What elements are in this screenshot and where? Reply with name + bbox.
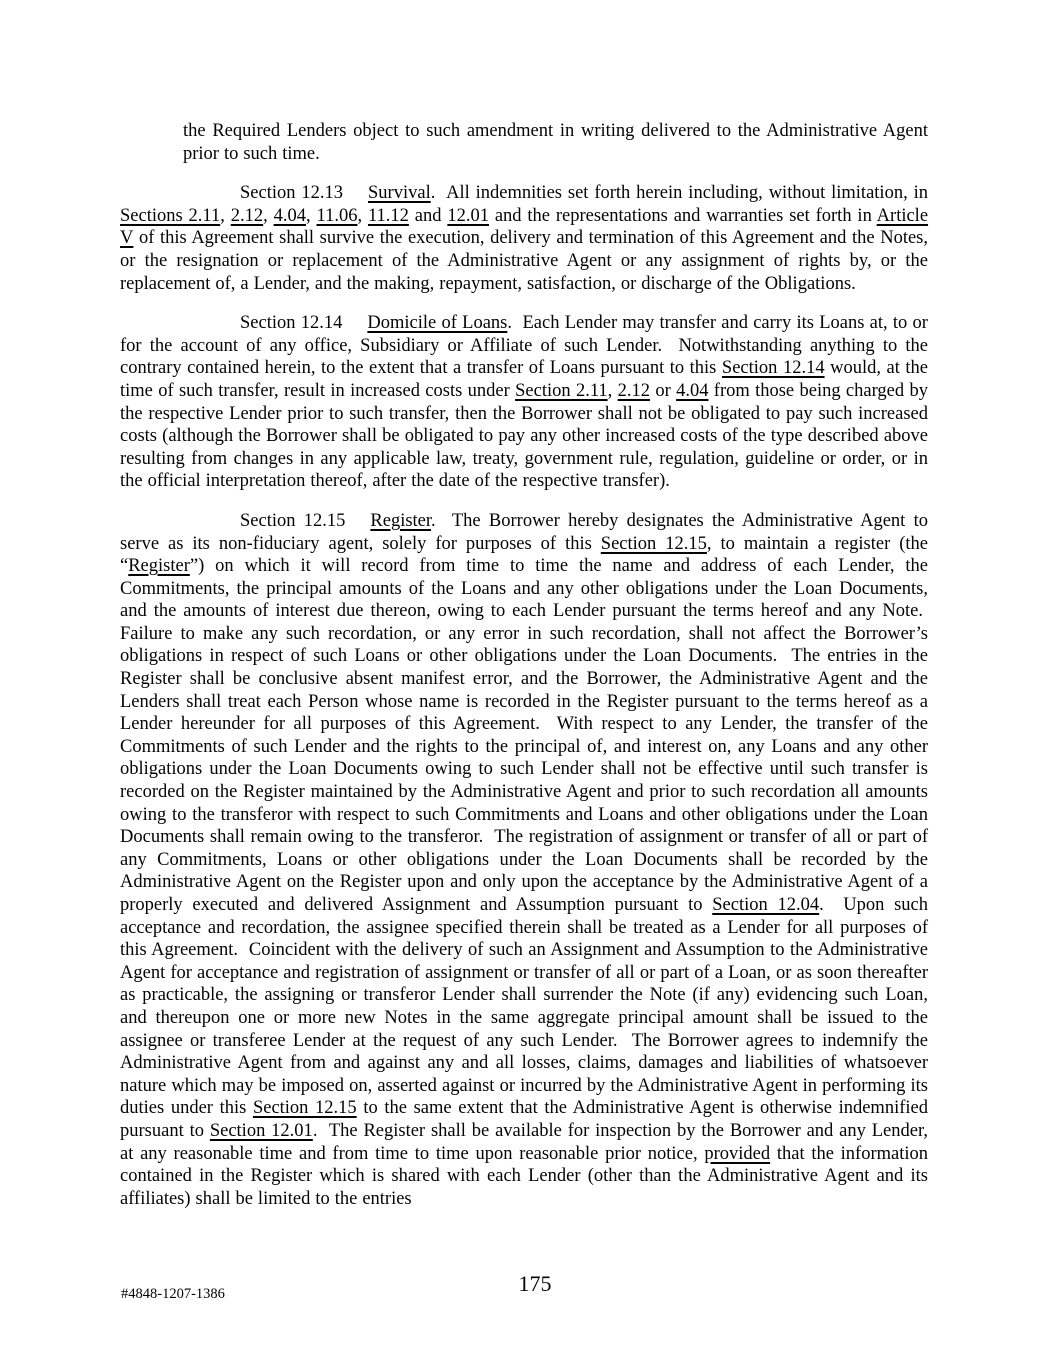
text-run: ,	[607, 380, 618, 401]
underlined-text-run: Survival	[368, 183, 431, 204]
section-12-13-survival-paragraph	[120, 182, 928, 295]
underlined-text-run: 4.04	[676, 380, 709, 401]
text-run: would, at the time of such transfer, result in increased costs under	[120, 358, 928, 401]
text-run: and the representations and warranties set forth in	[488, 205, 877, 226]
text-run: from those being charged by the respective Lender prior to such transfer, then the Borrower shall not be obligated to pay such increased costs (although the Borrower shall be obligated to pay any other increased costs of the type described above resulting from changes in any applicable law, treaty, government rule, regulation, guideline or order, or in the official interpretation thereof, after the date of the respective transfer).	[120, 380, 928, 492]
text-run: . The Borrower hereby designates the Administrative Agent to serve as its non-fiduciary agent, solely for purposes of this	[120, 510, 928, 554]
underlined-text-run: Section 12.04	[712, 895, 820, 915]
text-run: ,	[306, 205, 317, 226]
underlined-text-run: Section 12.15	[600, 533, 707, 554]
underlined-text-run: 12.01	[447, 205, 489, 226]
text-run: . The Register shall be available for inspection by the Borrower and any Lender, at any reasonable time and from time to time upon reasonable prior notice,	[120, 1120, 928, 1164]
text-run: Section 12.14	[240, 313, 343, 334]
text-run: , to maintain a register (the “	[120, 533, 928, 577]
underlined-text-run: 11.06	[316, 205, 358, 226]
text-run: . All indemnities set forth herein including, without limitation, in	[430, 183, 928, 204]
document-control-number: #4848-1207-1386	[121, 1286, 225, 1302]
text-run: or	[649, 380, 677, 401]
underlined-text-run: Sections 2.11	[120, 205, 221, 226]
underlined-text-run: Section 2.11	[515, 380, 608, 401]
text-run: Section 12.15	[240, 510, 346, 531]
underlined-text-run: Article V	[120, 205, 929, 249]
text-run: and	[408, 205, 448, 226]
text-run: of this Agreement shall survive the execution, delivery and termination of this Agreement and the Notes, or the resignation or replacement of the Administrative Agent or any assignment of rights by, or the replacement of, a Lender, and the making, repayment, satisfaction, or discharge of the Obligations.	[120, 228, 928, 294]
page-body	[120, 120, 928, 1210]
text-run: to the same extent that the Administrative Agent is otherwise indemnified pursuant to	[120, 1098, 928, 1141]
underlined-text-run: 4.04	[273, 205, 306, 226]
text-run: the Required Lenders object to such amendment in writing delivered to the Administrative Agent prior to such time.	[183, 121, 928, 164]
continuation-paragraph	[183, 120, 928, 165]
text-run: ”) on which it will record from time to time the name and address of each Lender, the Commitments, the principal amounts of the Loans and any other obligations under the Loan Documents, and the amounts of interest due thereon, owing to each Lender pursuant the terms hereof and any Note. Failure to make any such recordation, or any error in such recordation, shall not affect the Borrower’s obligations in respect of such Loans or other obligations under the Loan Documents. The entries in the Register shall be conclusive absent manifest error, and the Borrower, the Administrative Agent and the Lenders shall treat each Person whose name is recorded in the Register pursuant to the terms hereof as a Lender hereunder for all purposes of this Agreement. With respect to any Lender, the transfer of the Commitments of such Lender and the rights to the principal of, and interest on, any Loans and any other obligations under the Loan Documents owing to such Lender shall not be effective until such transfer is recorded on the Register maintained by the Administrative Agent and prior to such recordation all amounts owing to the transferor with respect to such Commitments and Loans and other obligations under the Loan Documents shall remain owing to the transferor. The registration of assignment or transfer of all or part of any Commitments, Loans or other obligations under the Loan Documents shall be recorded by the Administrative Agent on the Register upon and only upon the acceptance by the Administrative Agent of a properly executed and delivered Assignment and Assumption pursuant to	[120, 556, 928, 915]
text-run: that the information contained in the Register which is shared with each Lender (other than the Administrative Agent and its affiliates) shall be limited to the entries	[120, 1143, 929, 1209]
underlined-text-run: 2.12	[617, 380, 650, 401]
underlined-text-run: Register	[370, 510, 432, 531]
underlined-text-run: Register	[128, 556, 190, 577]
page-number: 175	[518, 1271, 552, 1296]
text-run: ,	[263, 205, 274, 226]
text-run: . Upon such acceptance and recordation, the assignee specified therein shall be treated as a Lender for all purposes of this Agreement. Coincident with the delivery of such an Assignment and Assumption to the Administrative Agent for acceptance and registration of assignment or transfer of all or part of a Loan, or as soon thereafter as practicable, the assigning or transferor Lender shall surrender the Note (if any) evidencing such Loan, and thereupon one or more new Notes in the same aggregate principal amount shall be issued to the assignee or transferee Lender at the request of any such Lender. The Borrower agrees to indemnify the Administrative Agent from and against any and all losses, claims, damages and liabilities of whatsoever nature which may be imposed on, asserted against or incurred by the Administrative Agent in performing its duties under this	[120, 895, 928, 1119]
underlined-text-run: Section 12.14	[721, 358, 825, 379]
text-run: Section 12.13	[240, 183, 344, 204]
text-run: ,	[220, 205, 231, 226]
text-run: . Each Lender may transfer and carry its Loans at, to or for the account of any office, Subsidiary or Affiliate of such Lender. Notwithstanding anything to the contrary contained herein, to the extent that a transfer of Loans pursuant to this	[120, 313, 928, 379]
underlined-text-run: Section 12.15	[252, 1098, 357, 1119]
underlined-text-run: Domicile of Loans	[367, 313, 508, 334]
underlined-text-run: provided	[704, 1143, 771, 1164]
underlined-text-run: 11.12	[367, 205, 409, 226]
underlined-text-run: Section 12.01	[209, 1120, 313, 1141]
section-12-15-register-paragraph	[120, 510, 928, 1210]
text-run: ,	[357, 205, 368, 226]
underlined-text-run: 2.12	[230, 205, 264, 226]
section-12-14-domicile-of-loans-paragraph	[120, 312, 928, 493]
